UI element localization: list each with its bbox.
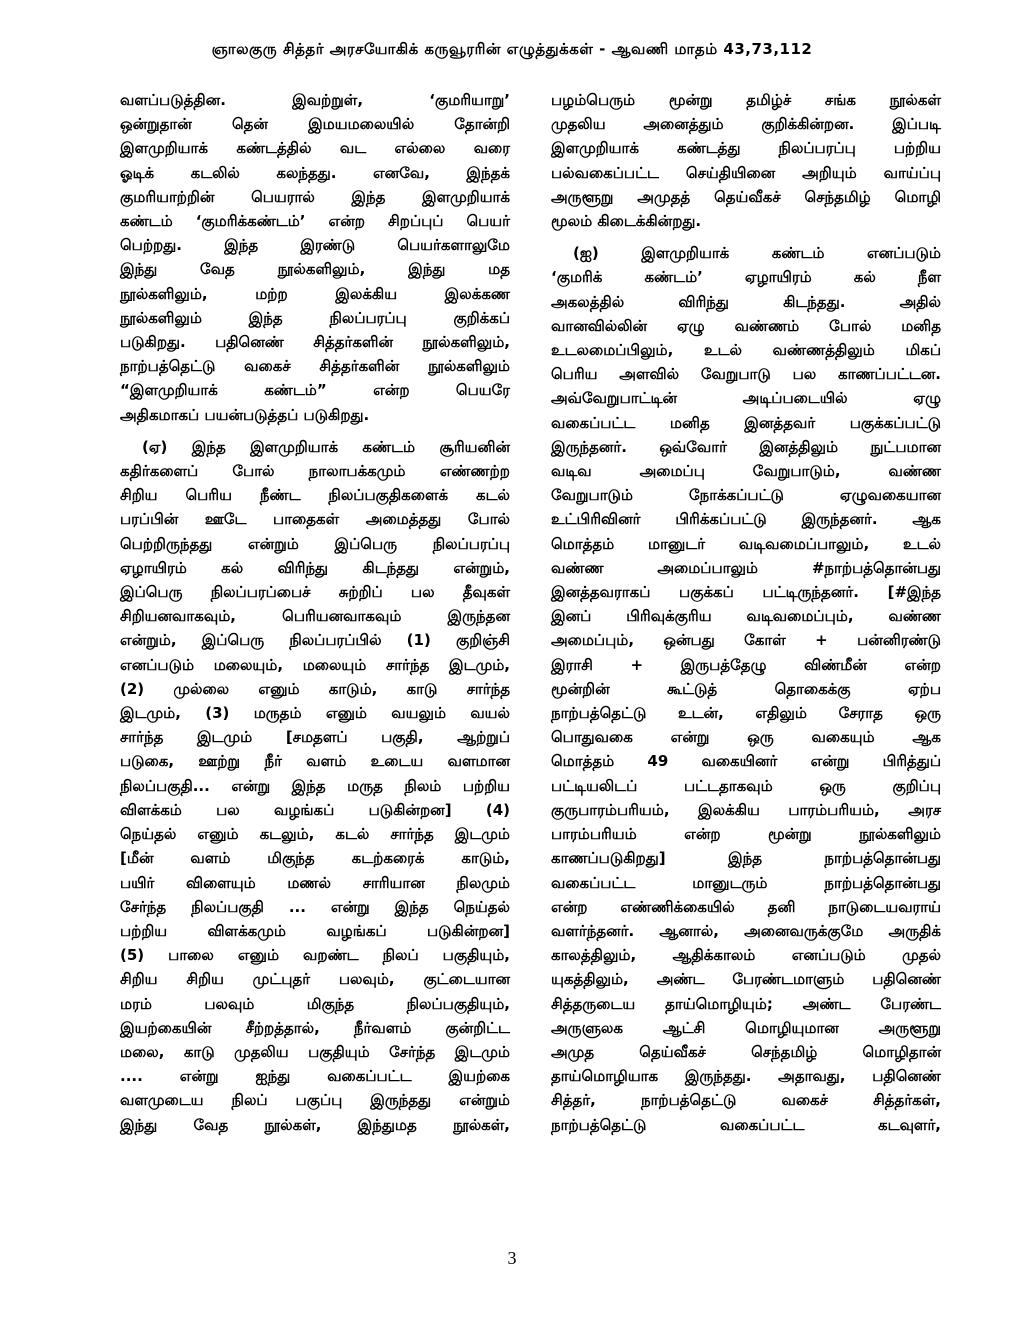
text-line: என்ற எண்ணிக்கையில் தனி நாடுடையவராய் bbox=[551, 897, 941, 916]
text-line: நாற்பத்தெட்டு வகைப்பட்ட கடவுளர், bbox=[551, 1115, 941, 1134]
text-span: எனும் காடும், காடு சார்ந்த bbox=[258, 679, 510, 698]
text-line: சித்தருடைய தாய்மொழியும்; அண்ட பேரண்ட bbox=[551, 994, 941, 1013]
text-line: மூன்றின் கூட்டுத் தொகைக்கு ஏற்ப bbox=[551, 679, 941, 698]
text-line: மொத்தம் மானுடர் வடிவமைப்பாலும், உடல் bbox=[551, 534, 941, 553]
text-line bbox=[551, 241, 941, 265]
text-line: சிறியனவாகவும், பெரியனவாகவும் இருந்தன bbox=[120, 607, 510, 626]
text-line: ஒன்றுதான் தென் இமயமலையில் தோன்றி bbox=[120, 115, 510, 134]
running-header: ஞாலகுரு சித்தர் அரசயோகிக் கருவூரரின் எழுத்துக்கள் - ஆவணி மாதம் 43,73,112 bbox=[211, 40, 813, 58]
text-line: அமைப்பும், ஒன்பது கோள் + பன்னிரண்டு bbox=[551, 631, 941, 650]
text-line bbox=[120, 822, 510, 846]
text-line: பல்வகைப்பட்ட செய்தியினை அறியும் வாய்ப்பு bbox=[551, 163, 941, 182]
text-line: அவ்வேறுபாட்டின் அடிப்படையில் ஏழு bbox=[551, 389, 941, 408]
text-line: பற்றிய விளக்கமும் வழங்கப் படுகின்றன] bbox=[120, 921, 510, 940]
text-line: எனப்படும் மலையும், மலையும் சார்ந்த இடமும், bbox=[120, 655, 510, 674]
text-span: எனும் வயலும் வயல் bbox=[325, 704, 510, 723]
text-line: பெற்றது. இந்த இரண்டு பெயர்களாலுமே bbox=[120, 236, 510, 255]
page-number: 3 bbox=[507, 1248, 517, 1268]
text-line: மொத்தம் 49 வகையினர் என்று பிரித்துப் bbox=[551, 752, 941, 771]
text-line: அதிகமாகப் பயன்படுத்தப் படுகிறது. bbox=[120, 405, 370, 424]
text-span: (5) bbox=[120, 946, 145, 965]
left-paragraph-2 bbox=[120, 435, 510, 1137]
text-line: சார்ந்த இடமும் [சமதளப் பகுதி, ஆற்றுப் bbox=[120, 728, 510, 747]
text-line: மலை, காடு முதலிய பகுதியும் சேர்ந்த இடமும் bbox=[120, 1042, 510, 1061]
text-line: வளர்ந்தனர். ஆனால், அனைவருக்குமே அருதிக் bbox=[551, 921, 941, 940]
left-paragraph-1 bbox=[120, 88, 510, 427]
text-line: பட்டியலிடப் பட்டதாகவும் ஒரு குறிப்பு bbox=[551, 776, 941, 795]
text-line: நாற்பத்தெட்டு உடன், எதிலும் சேராத ஒரு bbox=[551, 704, 941, 723]
text-line: இருந்தனர். ஒவ்வோர் இனத்திலும் நுட்பமான bbox=[551, 437, 941, 456]
bold-term-paalai: பாலை bbox=[168, 946, 214, 965]
text-line: இப்பெரு நிலப்பரப்பைச் சுற்றிப் பல தீவுகள் bbox=[120, 583, 510, 602]
text-line: பொதுவகை என்று ஒரு வகையும் ஆக bbox=[551, 728, 941, 747]
text-line: சிறிய சிறிய முட்புதர் பலவும், குட்டையான bbox=[120, 970, 510, 989]
text-line: படுகிறது. பதினெண் சித்தர்களின் நூல்களிலும், bbox=[120, 333, 510, 352]
text-line: முதலிய அனைத்தும் குறிக்கின்றன. இப்படி bbox=[551, 115, 941, 134]
text-line: வகைப்பட்ட மனித இனத்தவர் பகுக்கப்பட்டு bbox=[551, 413, 941, 432]
text-line bbox=[120, 677, 510, 701]
text-line: இனத்தவராகப் பகுக்கப் பட்டிருந்தனர். [#இந்த bbox=[551, 583, 941, 602]
text-line: உட்பிரிவினர் பிரிக்கப்பட்டு இருந்தனர். ஆக bbox=[551, 510, 941, 529]
text-line: “இளமுறியாக் கண்டம்” என்ற பெயரே bbox=[120, 381, 510, 400]
text-line: ஓடிக் கடலில் கலந்தது. எனவே, இந்தக் bbox=[120, 163, 510, 182]
text-line: பரப்பின் ஊடே பாதைகள் அமைத்தது போல் bbox=[120, 510, 510, 529]
text-line: வண்ண அமைப்பாலும் #நாற்பத்தொன்பது bbox=[551, 558, 941, 577]
text-line: இனப் பிரிவுக்குரிய வடிவமைப்பும், வண்ண bbox=[551, 607, 941, 626]
text-line: காணப்படுகிறது] இந்த நாற்பத்தொன்பது bbox=[551, 849, 941, 868]
text-line: அருளுலக ஆட்சி மொழியுமான அருளூறு bbox=[551, 1018, 941, 1037]
text-line bbox=[120, 435, 510, 459]
text-line: மூலம் கிடைக்கின்றது. bbox=[551, 212, 702, 231]
text-span: எனும் வறண்ட நிலப் பகுதியும், bbox=[237, 946, 510, 965]
text-line: ‘குமரிக் கண்டம்’ ஏழாயிரம் கல் நீள bbox=[551, 268, 941, 287]
text-line: மரம் பலவும் மிகுந்த நிலப்பகுதியும், bbox=[120, 994, 510, 1013]
right-paragraph-1 bbox=[551, 88, 941, 233]
text-line: வளமுடைய நிலப் பகுப்பு இருந்தது என்றும் bbox=[120, 1091, 510, 1110]
text-line: யுகத்திலும், அண்ட பேரண்டமாளும் பதினெண் bbox=[551, 970, 941, 989]
text-line: .... என்று ஐந்து வகைப்பட்ட இயற்கை bbox=[120, 1067, 510, 1086]
text-line: பாரம்பரியம் என்ற மூன்று நூல்களிலும் bbox=[551, 825, 941, 844]
text-line: சேர்ந்த நிலப்பகுதி ... என்று இந்த நெய்தல் bbox=[120, 897, 510, 916]
text-line: பெரிய அளவில் வேறுபாடு பல காணப்பட்டன. bbox=[551, 365, 941, 384]
text-line: அமுத தெய்வீகச் செந்தமிழ் மொழிதான் bbox=[551, 1042, 941, 1061]
text-line: இந்து வேத நூல்களிலும், இந்து மத bbox=[120, 260, 510, 279]
text-span: (2) bbox=[120, 679, 145, 698]
text-line: இந்து வேத நூல்கள், இந்துமத நூல்கள், bbox=[120, 1115, 510, 1134]
text-line: சிறிய பெரிய நீண்ட நிலப்பகுதிகளைக் கடல் bbox=[120, 486, 510, 505]
text-line: இளமுறியாக் கண்டத்து நிலப்பரப்பு பற்றிய bbox=[551, 139, 941, 158]
text-line: ஏழாயிரம் கல் விரிந்து கிடந்தது என்றும், bbox=[120, 558, 510, 577]
text-line: குமரியாற்றின் பெயரால் இந்த இளமுறியாக் bbox=[120, 187, 510, 206]
bold-term-kurinji: குறிஞ்சி bbox=[455, 631, 510, 650]
text-line: உடலமைப்பிலும், உடல் வண்ணத்திலும் மிகப் bbox=[551, 341, 941, 360]
left-column bbox=[120, 88, 510, 1137]
text-line: கதிர்களைப் போல் நாலாபக்கமும் எண்ணற்ற bbox=[120, 462, 510, 481]
text-line: வகைப்பட்ட மானுடரும் நாற்பத்தொன்பது bbox=[551, 873, 941, 892]
text-span: எனும் கடலும், கடல் சார்ந்த இடமும் bbox=[197, 825, 510, 844]
text-line: பெற்றிருந்தது என்றும் இப்பெரு நிலப்பரப்பு bbox=[120, 534, 510, 553]
right-column bbox=[551, 88, 941, 1137]
text-line: குருபாரம்பரியம், இலக்கிய பாரம்பரியம், அரச bbox=[551, 800, 941, 819]
text-line: அகலத்தில் விரிந்து கிடந்தது. அதில் bbox=[551, 292, 941, 311]
text-line bbox=[120, 628, 510, 652]
text-line: விளக்கம் பல வழங்கப் படுகின்றன] (4) bbox=[120, 800, 510, 819]
text-line: நிலப்பகுதி... என்று இந்த மருத நிலம் பற்றிய bbox=[120, 776, 510, 795]
text-line: வடிவ அமைப்பு வேறுபாடும், வண்ண bbox=[551, 462, 941, 481]
text-line: [மீன் வளம் மிகுந்த கடற்கரைக் காடும், bbox=[120, 849, 510, 868]
text-line: அருளூறு அமுதத் தெய்வீகச் செந்தமிழ் மொழி bbox=[551, 187, 941, 206]
text-line: காலத்திலும், ஆதிக்காலம் எனப்படும் முதல் bbox=[551, 946, 941, 965]
text-line: இராசி + இருபத்தேழு விண்மீன் என்ற bbox=[551, 655, 941, 674]
text-line: நூல்களிலும், மற்ற இலக்கிய இலக்கண bbox=[120, 284, 510, 303]
right-paragraph-2 bbox=[551, 241, 941, 1137]
text-span: (ஐ) இளமுறியாக் கண்டம் எனப்படும் bbox=[573, 244, 941, 263]
text-line: படுகை, ஊற்று நீர் வளம் உடைய வளமான bbox=[120, 752, 510, 771]
text-line: சித்தர், நாற்பத்தெட்டு வகைச் சித்தர்கள், bbox=[551, 1091, 941, 1110]
text-line bbox=[120, 701, 510, 725]
text-line: நூல்களிலும் இந்த நிலப்பரப்பு குறிக்கப் bbox=[120, 308, 510, 327]
bold-term-marutham: மருதம் bbox=[253, 704, 302, 723]
text-line bbox=[120, 943, 510, 967]
text-line: பழம்பெரும் மூன்று தமிழ்ச் சங்க நூல்கள் bbox=[551, 91, 941, 109]
text-line: இயற்கையின் சீற்றத்தால், நீர்வளம் குன்றிட்ட bbox=[120, 1018, 510, 1037]
text-span: என்றும், இப்பெரு நிலப்பரப்பில் (1) bbox=[120, 631, 431, 650]
bold-term-neithal: நெய்தல் bbox=[120, 825, 177, 844]
text-line: கண்டம் ‘குமரிக்கண்டம்’ என்ற சிறப்புப் பெயர் bbox=[120, 212, 510, 231]
text-span: (ஏ) இந்த இளமுறியாக் கண்டம் சூரியனின் bbox=[142, 437, 510, 456]
text-line: நாற்பத்தெட்டு வகைச் சித்தர்களின் நூல்களிலும் bbox=[120, 357, 510, 376]
text-line: வளப்படுத்தின. இவற்றுள், ‘குமரியாறு’ bbox=[120, 91, 510, 109]
text-line: இளமுறியாக் கண்டத்தில் வட எல்லை வரை bbox=[120, 139, 510, 158]
text-span: இடமும், (3) bbox=[120, 704, 230, 723]
text-line: வேறுபாடும் நோக்கப்பட்டு ஏழுவகையான bbox=[551, 486, 941, 505]
text-line: தாய்மொழியாக இருந்தது. அதாவது, பதினெண் bbox=[551, 1067, 941, 1086]
text-line: வானவில்லின் ஏழு வண்ணம் போல் மனித bbox=[551, 316, 941, 335]
text-line: பயிர் விளையும் மணல் சாரியான நிலமும் bbox=[120, 873, 510, 892]
bold-term-mullai: முல்லை bbox=[173, 679, 230, 698]
